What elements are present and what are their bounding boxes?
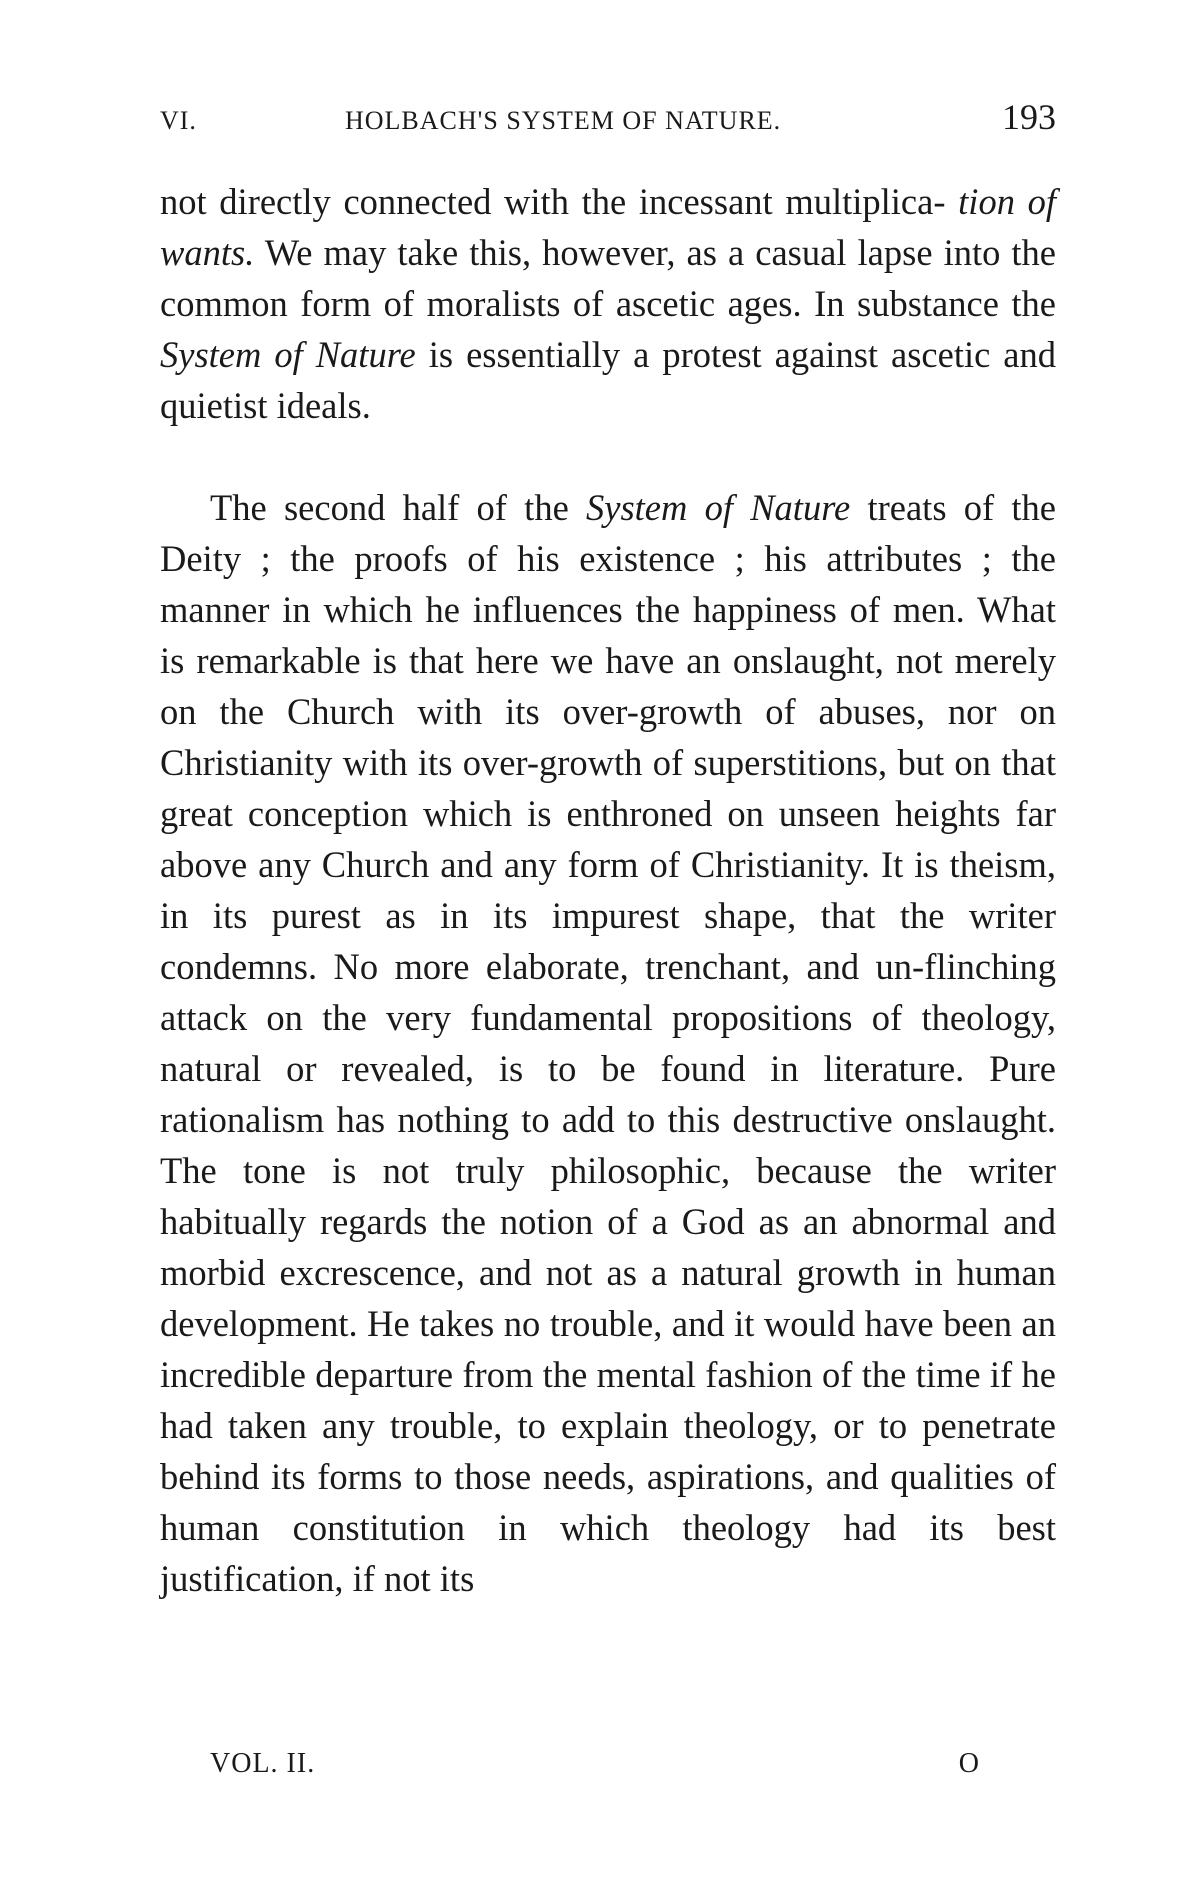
- paragraph-1-text-end: is essentially a protest against ascetic and quietist ideals.: [160, 334, 1056, 426]
- paragraph-2: [160, 482, 1056, 1604]
- signature-mark: O: [958, 1748, 980, 1779]
- paragraph-1-book-title: System of Nature: [160, 334, 416, 375]
- page-number: 193: [1002, 97, 1056, 137]
- body-text: [160, 176, 1056, 1604]
- paragraph-2-text-rest: treats of the Deity ; the proofs of his existence ; his attributes ; the manner in which he influences the happiness of men. What is remarkable is that here we have an onslaught, not merely on the Church with its over-growth of abuses, nor on Christianity with its over-growth of superstitions, but on that great conception which is enthroned on unseen heights far above any Church and any form of Christianity. It is theism, in its purest as in its impurest shape, that the writer condemns. No more elaborate, trenchant, and un-flinching attack on the very fundamental propositions of theology, natural or revealed, is to be found in literature. Pure rationalism has nothing to add to this destructive onslaught. The tone is not truly philosophic, because the writer habitually regards the notion of a God as an abnormal and morbid excrescence, and not as a natural growth in human development. He takes no trouble, and it would have been an incredible departure from the mental fashion of the time if he had taken any trouble, to explain theology, or to penetrate behind its forms to those needs, aspirations, and qualities of human constitution in which theology had its best justification, if not its: [160, 487, 1056, 1599]
- paragraph-1-text-middle: We may take this, however, as a casual lapse into the common form of moralists of ascetic ages. In substance the: [160, 232, 1056, 324]
- running-title: HOLBACH'S SYSTEM OF NATURE.: [345, 106, 782, 135]
- paragraph-2-book-title: System of Nature: [586, 487, 851, 528]
- chapter-number: VI.: [160, 106, 197, 135]
- paragraph-2-text-start: The second half of the: [210, 487, 586, 528]
- paragraph-1: [160, 176, 1056, 431]
- paragraph-1-line-1: not directly connected with the incessant multiplica-: [160, 181, 946, 222]
- volume-mark: VOL. II.: [210, 1748, 316, 1779]
- paragraph-1-italic-wants: tion of wants.: [160, 181, 1056, 273]
- page-footer: [210, 1748, 980, 1788]
- running-head: [160, 96, 1056, 140]
